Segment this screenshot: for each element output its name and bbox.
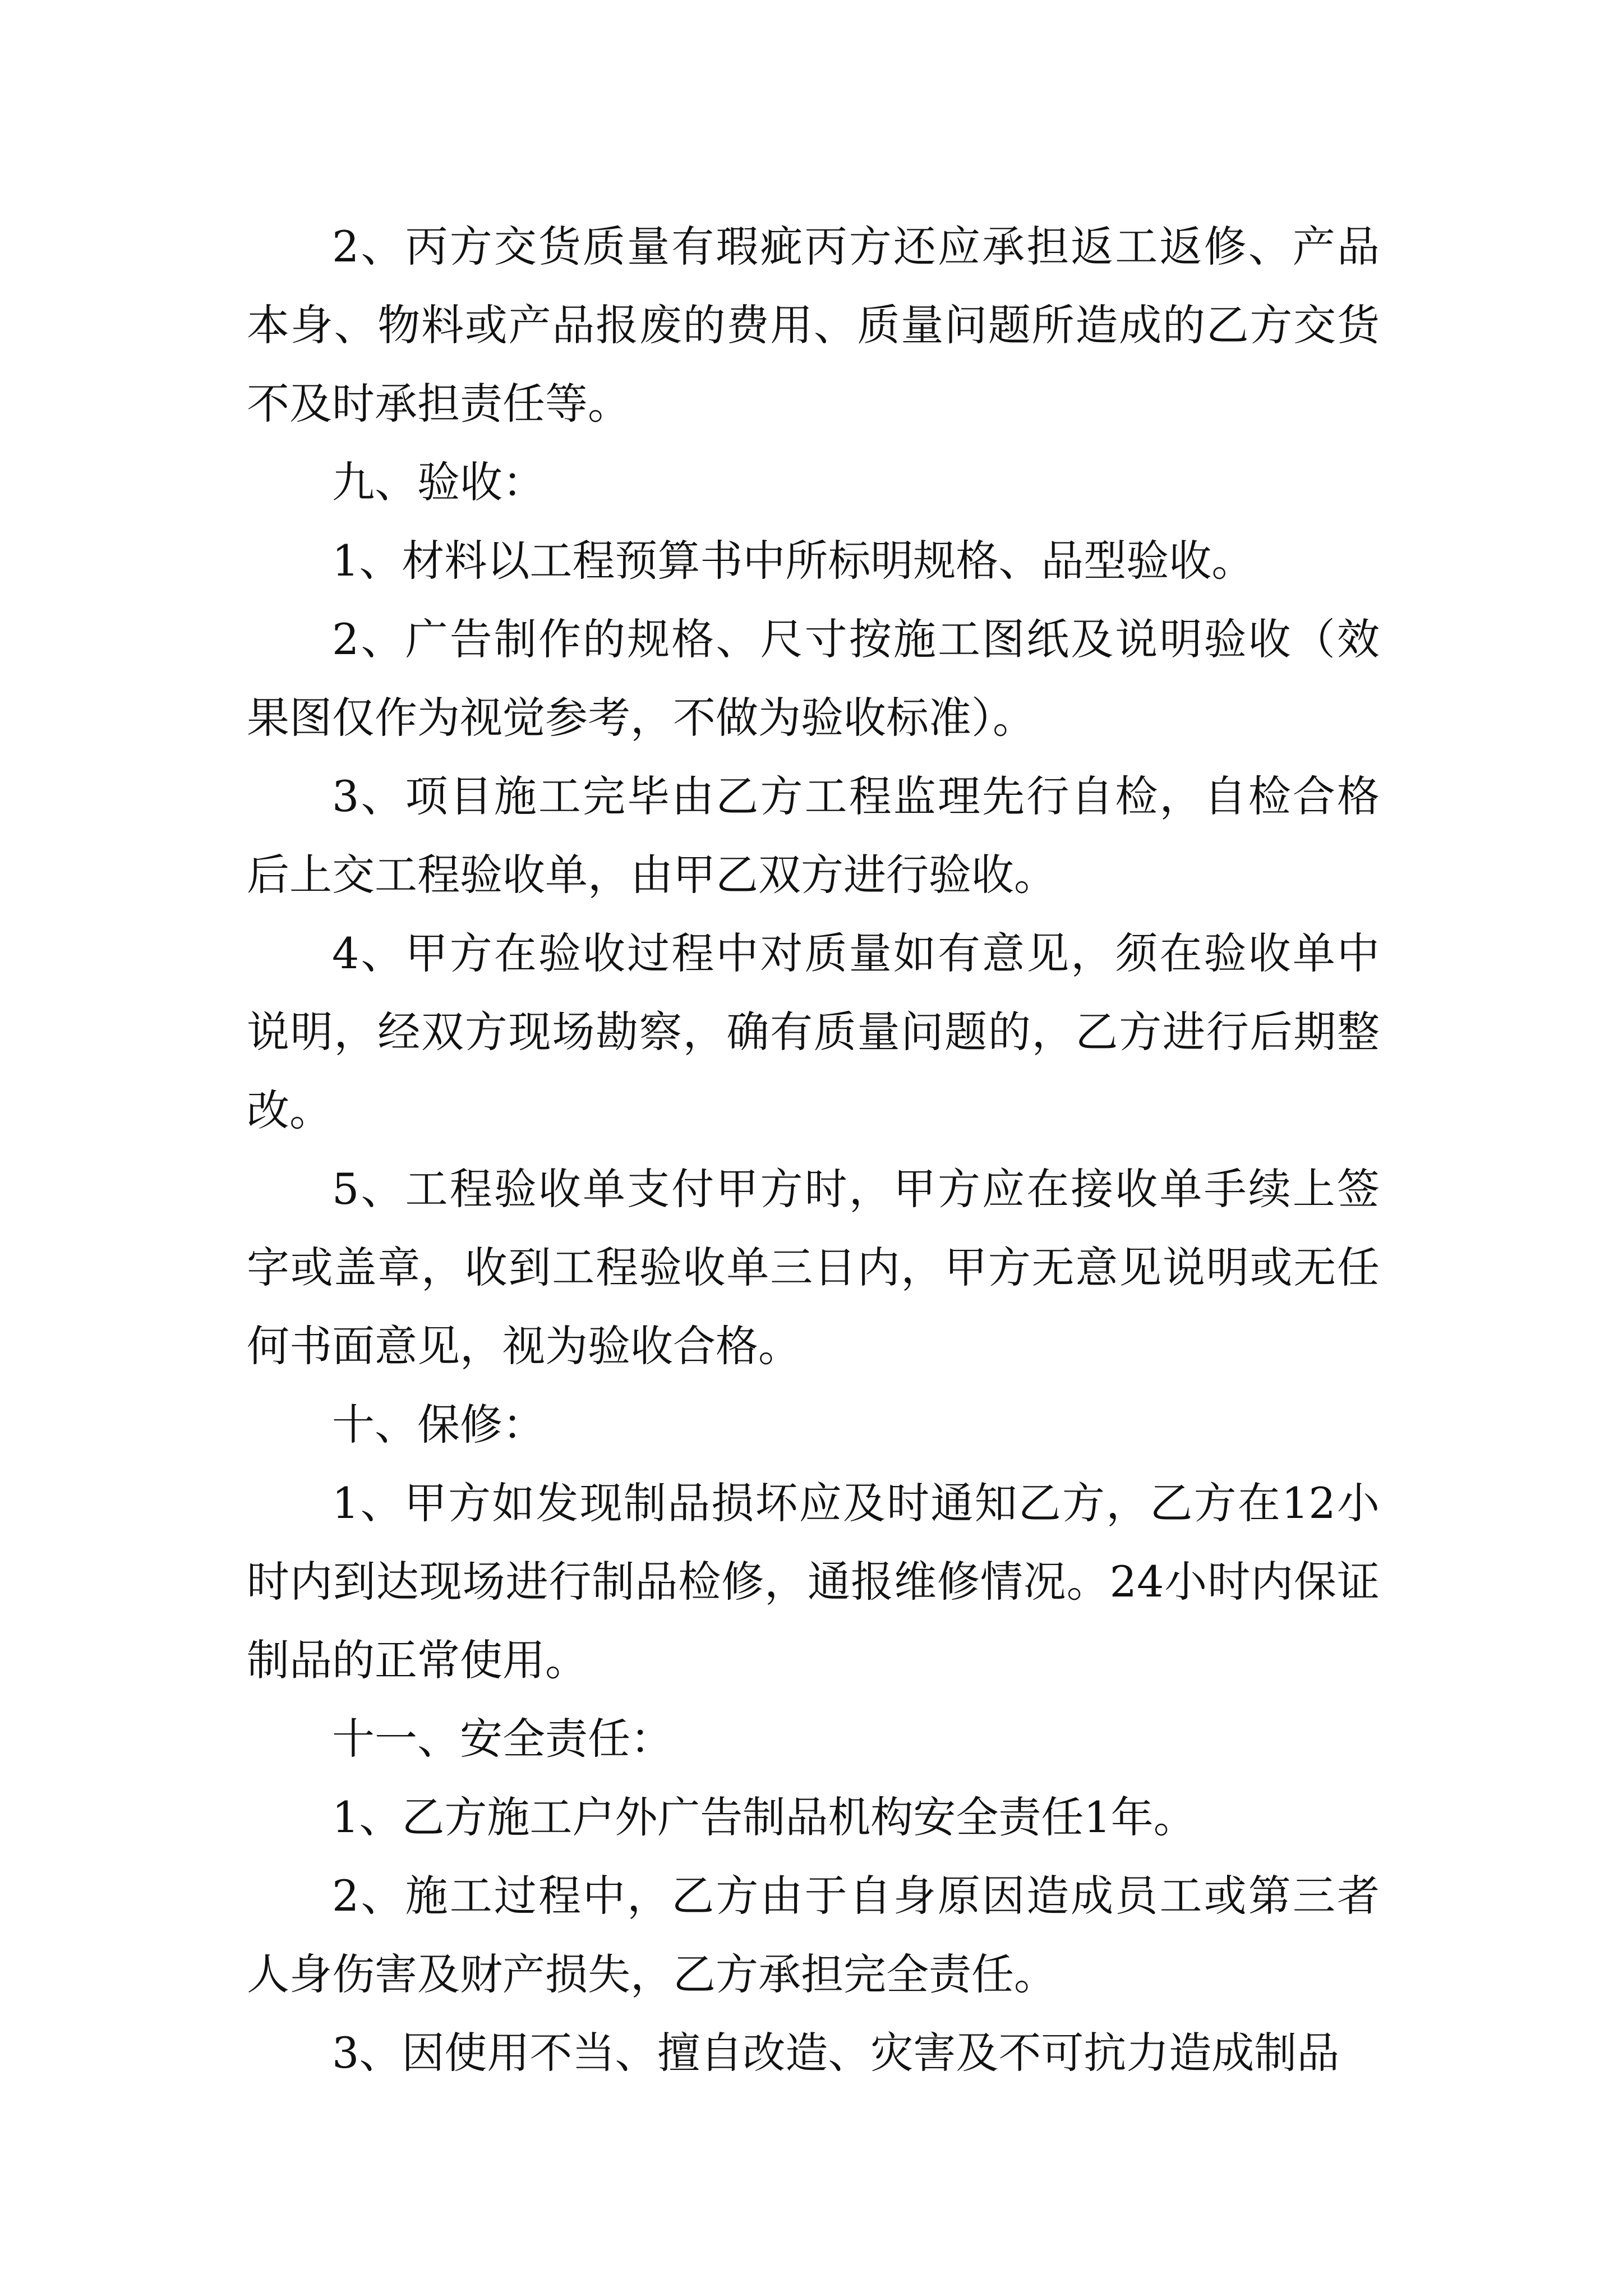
- paragraph-acceptance-1: 1、材料以工程预算书中所标明规格、品型验收。: [332, 536, 1255, 586]
- paragraph-safety-1: 1、乙方施工户外广告制品机构安全责任1年。: [332, 1792, 1196, 1842]
- document-body: [247, 208, 1380, 2092]
- heading-warranty: 十、保修：: [332, 1400, 545, 1450]
- heading-safety: 十一、安全责任：: [332, 1714, 673, 1764]
- paragraph-safety-2: 2、施工过程中，乙方由于自身原因造成员工或第三者人身伤害及财产损失，乙方承担完全责任。: [247, 1871, 1380, 1999]
- heading-acceptance: 九、验收：: [332, 457, 545, 507]
- paragraph-acceptance-2: 2、广告制作的规格、尺寸按施工图纸及说明验收（效果图仅作为视觉参考，不做为验收标准）。: [247, 614, 1380, 743]
- paragraph-warranty-1: 1、甲方如发现制品损坏应及时通知乙方，乙方在12小时内到达现场进行制品检修，通报维修情况。24小时内保证制品的正常使用。: [247, 1478, 1380, 1685]
- paragraph-acceptance-4: 4、甲方在验收过程中对质量如有意见，须在验收单中说明，经双方现场勘察，确有质量问题的，乙方进行后期整改。: [247, 928, 1380, 1135]
- paragraph-quality-defect: 2、丙方交货质量有瑕疵丙方还应承担返工返修、产品本身、物料或产品报废的费用、质量问题所造成的乙方交货不及时承担责任等。: [247, 222, 1380, 429]
- paragraph-safety-3: 3、因使用不当、擅自改造、灾害及不可抗力造成制品: [332, 2028, 1340, 2078]
- paragraph-acceptance-5: 5、工程验收单支付甲方时，甲方应在接收单手续上签字或盖章，收到工程验收单三日内，甲方无意见说明或无任何书面意见，视为验收合格。: [247, 1164, 1380, 1371]
- paragraph-acceptance-3: 3、项目施工完毕由乙方工程监理先行自检，自检合格后上交工程验收单，由甲乙双方进行验收。: [247, 771, 1380, 900]
